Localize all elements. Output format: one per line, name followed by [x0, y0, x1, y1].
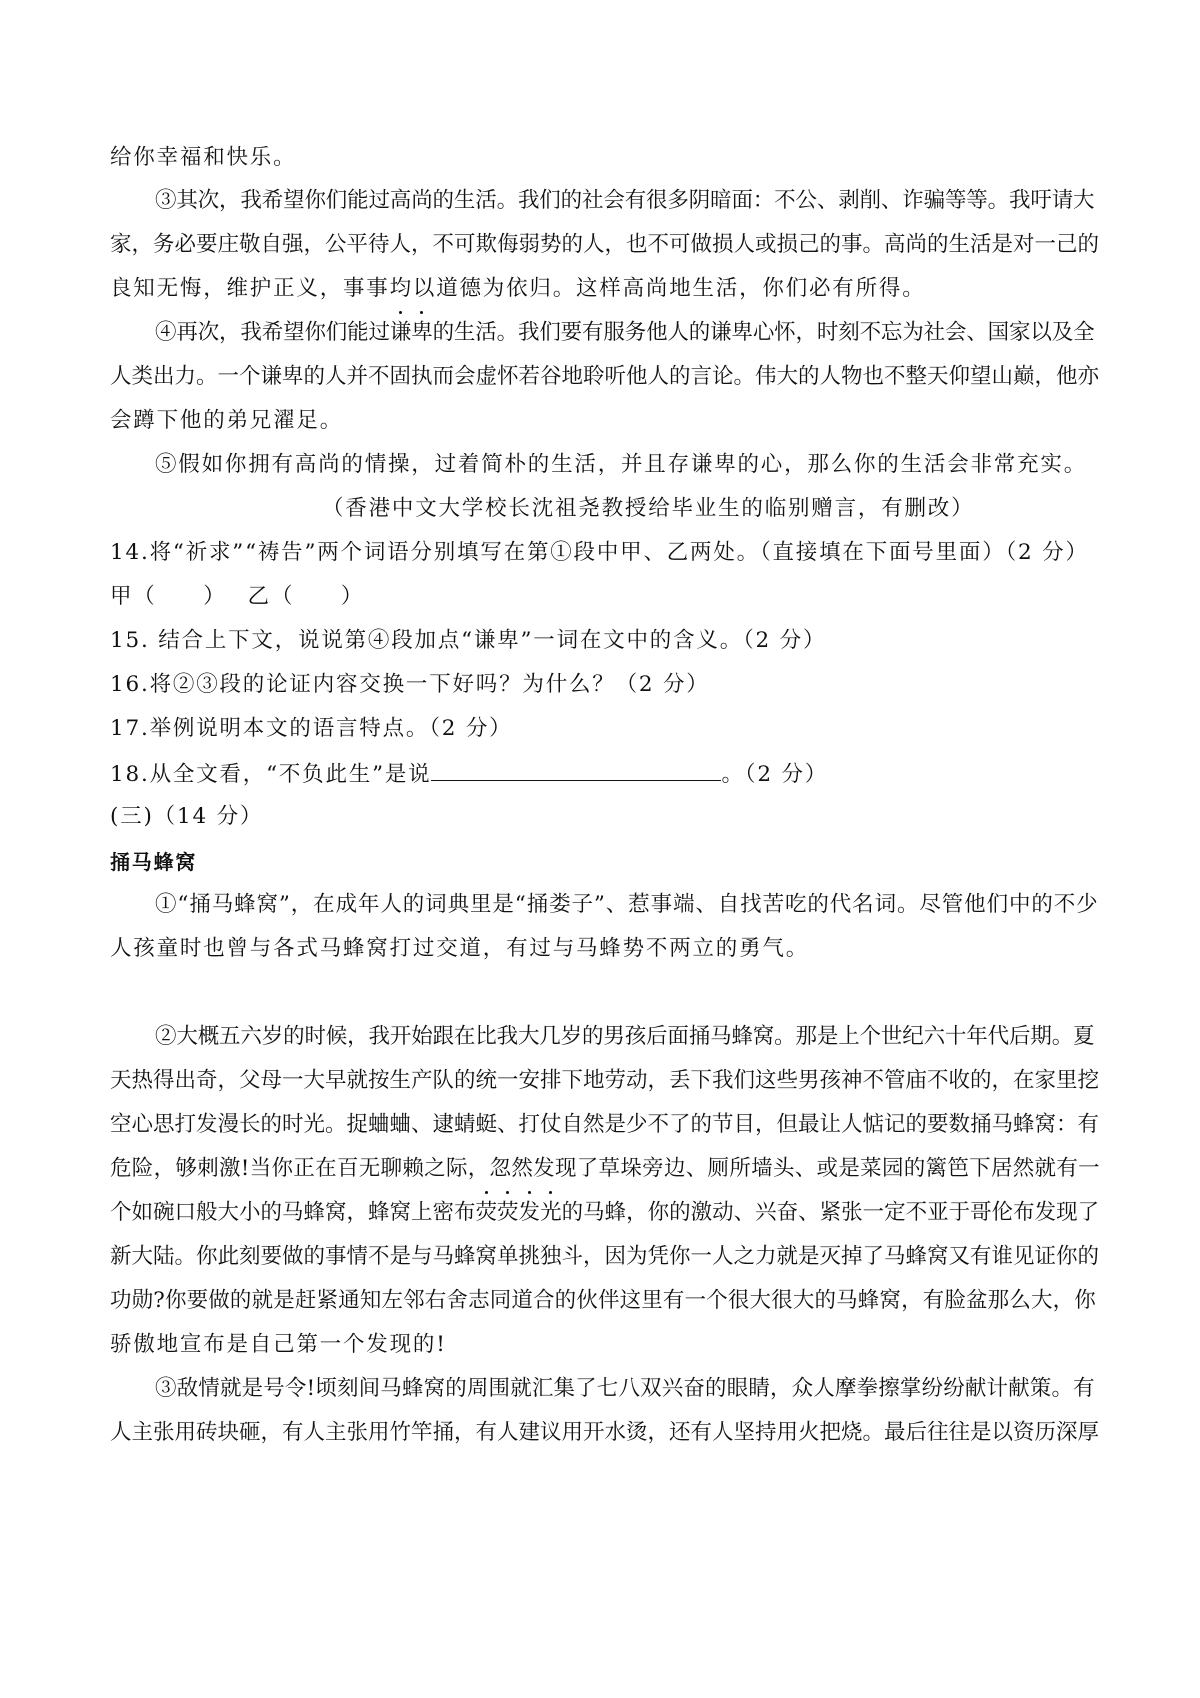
section-3-label: (三)（14 分）	[110, 804, 264, 829]
emphasized-char: 谦	[390, 318, 411, 348]
question-16: 16.将②③段的论证内容交换一下好吗？为什么？（2 分）	[110, 672, 710, 697]
question-17: 17.举例说明本文的语言特点。（2 分）	[110, 716, 513, 741]
story-paragraph-2-line: 功勋?你要做的就是赶紧通知左邻右舍志同道合的伙伴这里有一个很大很大的马蜂窝，有脸盆那么大，你	[110, 1288, 1096, 1313]
story-paragraph-2-line: 空心思打发漫长的时光。捉蛐蛐、逮蜻蜓、打仗自然是少不了的节目，但最让人惦记的要数捅马蜂窝：有	[110, 1112, 1100, 1137]
text-run: 18.从全文看，“不负此生”是说	[110, 762, 432, 787]
paragraph-5: ⑤假如你拥有高尚的情操，过着简朴的生活，并且存谦卑的心，那么你的生活会非常充实。	[155, 452, 1088, 477]
story-paragraph-2-line: ②大概五六岁的时候，我开始跟在比我大几岁的男孩后面捅马蜂窝。那是上个世纪六十年代后期。夏	[155, 1024, 1095, 1049]
paragraph-4-line: 会蹲下他的弟兄濯足。	[110, 408, 344, 433]
emphasized-char: 光	[540, 1198, 562, 1228]
story-paragraph-1-line: 人孩童时也曾与各式马蜂窝打过交道，有过与马蜂势不两立的勇气。	[110, 936, 810, 961]
paragraph-3-line: ③其次，我希望你们能过高尚的生活。我们的社会有很多阴暗面：不公、剥削、诈骗等等。我吁请大	[155, 188, 1095, 213]
question-14: 14.将“祈求”“祷告”两个词语分别填写在第①段中甲、乙两处。（直接填在下面号里面）（2 分）	[110, 540, 1089, 565]
question-14-answer-slots: 甲（ ） 乙（ ）	[110, 584, 365, 609]
question-15: 15. 结合上下文，说说第④段加点“谦卑”一词在文中的含义。（2 分）	[110, 628, 827, 653]
paragraph-3-line: 家，务必要庄敬自强，公平待人，不可欺侮弱势的人，也不可做损人或损己的事。高尚的生活是对一己的	[110, 232, 1100, 257]
emphasized-char: 卑	[411, 318, 432, 348]
story-paragraph-2-line: 新大陆。你此刻要做的事情不是与马蜂窝单挑独斗，因为凭你一人之力就是灭掉了马蜂窝又有谁见证你的	[110, 1244, 1100, 1269]
text-run: 。（2 分）	[721, 762, 829, 787]
text-run: ④再次，我希望你们能过	[155, 320, 390, 345]
story-paragraph-2-line: 骄傲地宣布是自己第一个发现的!	[110, 1332, 447, 1357]
paragraph-4-line	[155, 318, 1094, 348]
paragraph-3-line: 良知无悔，维护正义，事事均以道德为依归。这样高尚地生活，你们必有所得。	[110, 276, 926, 301]
story-paragraph-1-line: ①“捅马蜂窝”，在成年人的词典里是“捅娄子”、惹事端、自找苦吃的代名词。尽管他们中的不少	[155, 892, 1099, 917]
story-paragraph-3-line: ③敌情就是号令!顷刻间马蜂窝的周围就汇集了七八双兴奋的眼睛，众人摩拳擦掌纷纷献计献策。有	[155, 1376, 1095, 1401]
paragraph-4-line: 人类出力。一个谦卑的人并不固执而会虚怀若谷地聆听他人的言论。伟大的人物也不整天仰望山巅，他亦	[110, 364, 1100, 389]
story-paragraph-3-line: 人主张用砖块砸，有人主张用竹竿捅，有人建议用开水烫，还有人坚持用火把烧。最后往往是以资历深厚	[110, 1420, 1100, 1445]
answer-blank	[431, 758, 721, 781]
paragraph-2-tail: 给你幸福和快乐。	[110, 145, 297, 170]
text-run: 的生活。我们要有服务他人的谦卑心怀，时刻不忘为社会、国家以及全	[432, 320, 1095, 345]
source-note: （香港中文大学校长沈祖尧教授给毕业生的临别赠言，有删改）	[322, 496, 975, 521]
story-paragraph-2-line: 天热得出奇，父母一大早就按生产队的统一安排下地劳动，丢下我们这些男孩神不管庙不收的，在家里挖	[110, 1068, 1100, 1093]
emphasized-char: 荧	[497, 1198, 519, 1228]
story-paragraph-2-line: 危险，够刺激!当你正在百无聊赖之际，忽然发现了草垛旁边、厕所墙头、或是菜园的篱笆下居然就有一	[110, 1156, 1100, 1181]
question-18	[110, 758, 828, 790]
story-paragraph-2-line	[110, 1198, 1099, 1228]
text-run: 个如碗口般大小的马蜂窝，蜂窝上密布	[110, 1200, 476, 1225]
emphasized-char: 荧	[476, 1198, 498, 1228]
emphasized-char: 发	[519, 1198, 541, 1228]
story-title: 捅马蜂窝	[110, 850, 198, 874]
text-run: 的马蜂，你的激动、兴奋、紧张一定不亚于哥伦布发现了	[561, 1200, 1100, 1225]
